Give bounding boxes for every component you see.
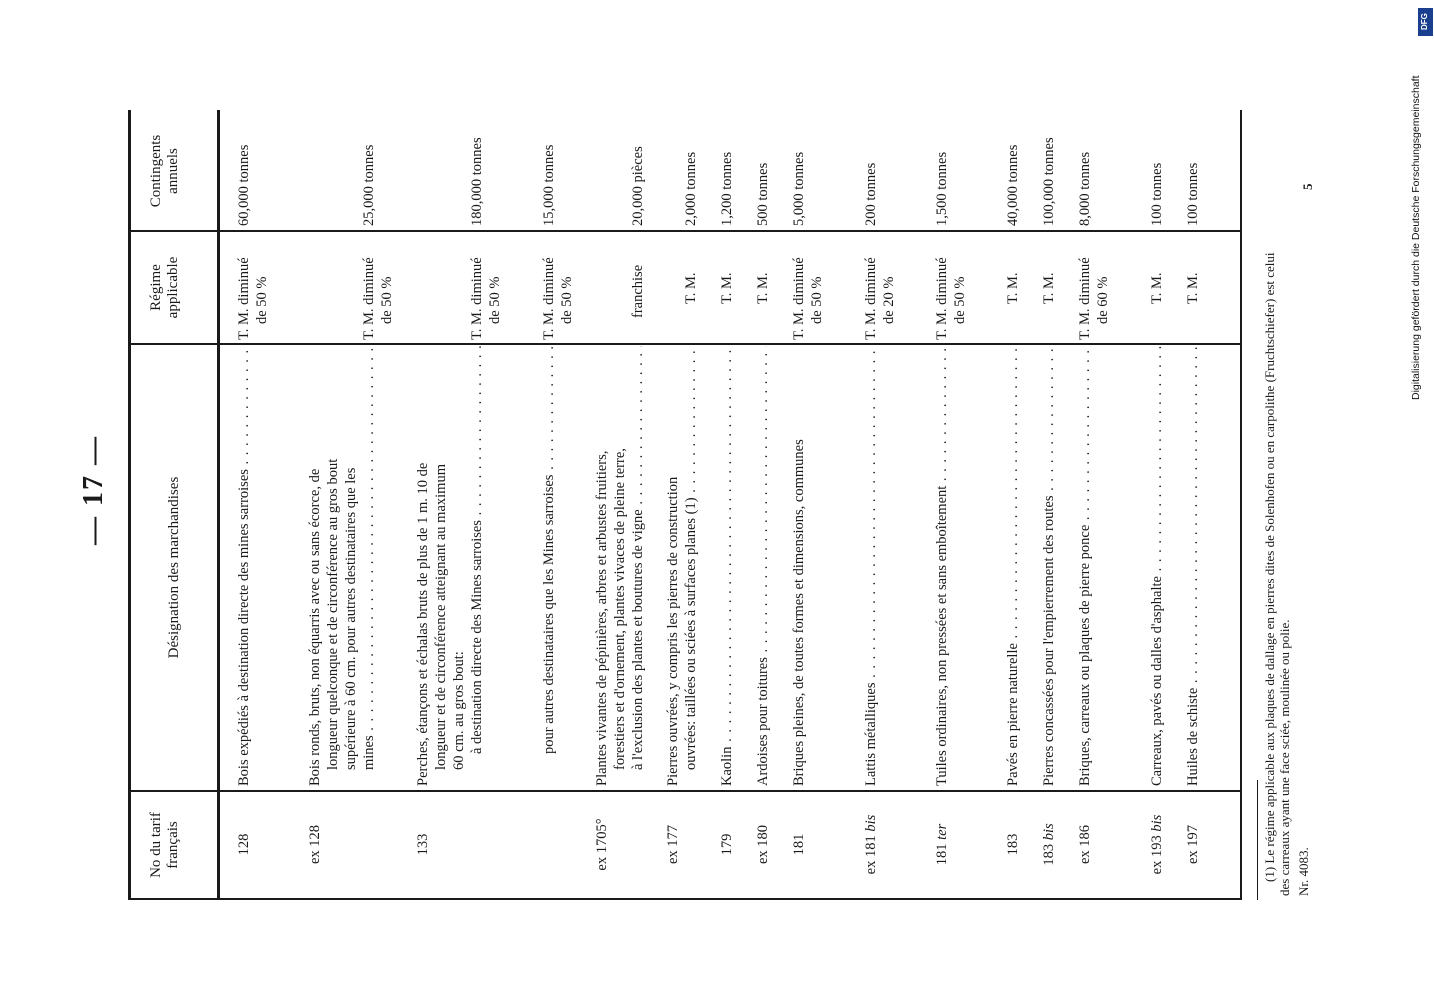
- row-183-tarif: 183: [1005, 833, 1021, 856]
- row-ex177-contingent: 2,000 tonnes: [683, 151, 699, 226]
- row-181-designation: [790, 346, 808, 786]
- row-133-designation: [414, 346, 486, 786]
- designation-line: Plantes vivantes de pépinières, arbres et arbustes fruitiers,: [594, 450, 610, 786]
- row-181-tarif: 181: [791, 833, 807, 856]
- designation-line: Tuiles ordinaires, non pressées et sans emboîtement . . .: [933, 346, 951, 786]
- designation-line: Briques, carreaux ou plaques de pierre ponce . . .: [1076, 346, 1094, 786]
- table-bottom-rule: [1240, 110, 1242, 900]
- designation-line: 60 cm. au gros bout:: [451, 651, 467, 770]
- row-ex180-contingent: 500 tonnes: [755, 162, 771, 226]
- digitization-credit: [1410, 20, 1434, 400]
- row-133b-regime: [540, 232, 576, 340]
- row-181-regime: [790, 232, 826, 340]
- regime-line: franchise: [630, 264, 646, 318]
- designation-line: forestiers et d'ornement, plantes vivaces de pleine terre,: [612, 448, 628, 770]
- row-ex181bis-contingent: 200 tonnes: [863, 162, 879, 226]
- designation-line: Pierres ouvrées, y compris les pierres de construction: [665, 476, 681, 786]
- row-ex1705-contingent: 20,000 pièces: [630, 146, 646, 226]
- row-ex181bis-regime: [862, 232, 898, 340]
- row-181-contingent: 5,000 tonnes: [791, 151, 807, 226]
- row-133b-contingent: 15,000 tonnes: [541, 144, 557, 226]
- regime-line: T. M. diminué: [236, 257, 252, 340]
- regime-line: de 50 %: [487, 276, 503, 324]
- header-regime: [148, 232, 182, 343]
- header-designation: Désignation des marchandises: [166, 476, 182, 659]
- designation-line: Kaolin . . .: [718, 346, 736, 786]
- row-ex128-tarif: ex 128: [307, 824, 323, 865]
- row-ex197-tarif: ex 197: [1185, 824, 1201, 865]
- row-133b-designation: [540, 346, 558, 786]
- row-ex193bis-regime: T. M.: [1149, 272, 1165, 304]
- row-ex1705-designation: [593, 346, 647, 786]
- row-133-regime: [468, 232, 504, 340]
- row-128-regime: [235, 232, 271, 340]
- row-ex181bis-tarif: ex 181 bis: [863, 814, 879, 875]
- table-top-rule: [128, 110, 131, 900]
- header-contingents: [148, 112, 182, 230]
- designation-line: mines . . .: [360, 346, 378, 786]
- designation-line: Perches, étançons et échalas bruts de plus de 1 m. 10 de: [415, 462, 431, 786]
- regime-line: de 50 %: [559, 276, 575, 324]
- row-ex180-regime: T. M.: [755, 272, 771, 304]
- row-ex128-contingent: 25,000 tonnes: [361, 144, 377, 226]
- header-regime-line2: applicable: [165, 256, 181, 319]
- footnote-line: des carreaux ayant une face sciée, moulinée ou polie.: [1277, 619, 1292, 896]
- row-ex1705-regime: [629, 210, 647, 340]
- footnote-rule: [1257, 780, 1258, 900]
- row-ex193bis-contingent: 100 tonnes: [1149, 162, 1165, 226]
- row-183-contingent: 40,000 tonnes: [1005, 144, 1021, 226]
- row-179-designation: [718, 346, 736, 786]
- row-181ter-tarif: 181 ter: [934, 823, 950, 866]
- regime-line: T. M. diminué: [361, 257, 377, 340]
- row-ex128-regime: [360, 232, 396, 340]
- row-ex197-designation: [1184, 346, 1202, 786]
- row-ex128-designation: [306, 346, 378, 786]
- designation-line: Ardoises pour toitures . . .: [754, 346, 772, 786]
- header-bottom-rule: [217, 110, 220, 900]
- row-ex186-designation: [1076, 346, 1094, 786]
- print-mark: Nr. 4083.: [1296, 847, 1311, 896]
- row-179-tarif: 179: [719, 833, 735, 856]
- row-ex180-tarif: ex 180: [755, 824, 771, 865]
- row-ex193bis-tarif: ex 193 bis: [1149, 814, 1165, 875]
- header-tarif-line2: français: [165, 821, 181, 869]
- header-contingents-line1: Contingents: [148, 134, 164, 208]
- row-183bis-tarif: 183 bis: [1041, 823, 1057, 866]
- page-number: — 17 —: [78, 435, 109, 545]
- row-133-contingent: 180,000 tonnes: [469, 137, 485, 226]
- regime-line: T. M. diminué: [863, 257, 879, 340]
- designation-line: à destination directe des Mines sarroises . . .: [468, 346, 486, 786]
- row-ex186-contingent: 8,000 tonnes: [1077, 151, 1093, 226]
- dfg-logo-text: DFG: [1420, 13, 1429, 30]
- row-181ter-contingent: 1,500 tonnes: [934, 151, 950, 226]
- designation-line: pour autres destinataires que les Mines sarroises . . .: [540, 346, 558, 786]
- row-181ter-designation: [933, 346, 951, 786]
- row-ex197-regime: T. M.: [1185, 272, 1201, 304]
- table-left-rule: [128, 898, 1242, 900]
- regime-line: de 50 %: [952, 276, 968, 324]
- designation-line: supérieure à 60 cm. pour autres destinataires que les: [343, 467, 359, 770]
- row-181ter-regime: [933, 232, 969, 340]
- row-ex177-designation: [664, 346, 700, 786]
- designation-line: Carreaux, pavés ou dalles d'asphalte . . .: [1148, 346, 1166, 786]
- row-ex186-tarif: ex 186: [1077, 824, 1093, 865]
- credit-text: Digitalisierung gefördert durch die Deutsche Forschungsgemeinschaft: [1410, 75, 1422, 400]
- row-ex1705-tarif: ex 1705°: [594, 818, 610, 871]
- regime-line: de 60 %: [1095, 276, 1111, 324]
- designation-line: Bois ronds, bruts, non équarris avec ou sans écorce, de: [307, 468, 323, 786]
- header-regime-line1: Régime: [148, 264, 164, 311]
- row-ex177-tarif: ex 177: [665, 824, 681, 865]
- row-ex197-contingent: 100 tonnes: [1185, 162, 1201, 226]
- row-128-tarif: 128: [236, 833, 252, 856]
- row-ex181bis-designation: [862, 346, 880, 786]
- designation-line: Briques pleines, de toutes formes et dimensions, communes: [791, 439, 807, 786]
- column-divider-1: [128, 790, 1242, 792]
- designation-line: à l'exclusion des plantes et boutures de vigne . . .: [629, 346, 647, 786]
- footnote: [1262, 106, 1292, 896]
- designation-line: Bois expédiés à destination directe des mines sarroises . . .: [235, 346, 253, 786]
- designation-line: ouvrées: taillées ou sciées à surfaces planes (1) . . .: [682, 346, 700, 786]
- row-ex177-regime: T. M.: [683, 272, 699, 304]
- row-179-regime: T. M.: [719, 272, 735, 304]
- row-183-designation: [1004, 346, 1022, 786]
- regime-line: de 50 %: [809, 276, 825, 324]
- header-contingents-line2: annuels: [165, 148, 181, 194]
- row-ex193bis-designation: [1148, 346, 1166, 786]
- row-128-designation: [235, 346, 253, 786]
- row-ex180-designation: [754, 346, 772, 786]
- dfg-logo: [1418, 8, 1433, 36]
- row-133-tarif: 133: [415, 833, 431, 856]
- regime-line: T. M. diminué: [541, 257, 557, 340]
- regime-line: T. M. diminué: [469, 257, 485, 340]
- footnote-line: (1) Le régime applicable aux plaques de dallage en pierres dites de Solenhofen ou en carpolithe (Fruchtschiefer) est celui: [1262, 252, 1277, 882]
- column-divider-2: [128, 343, 1242, 345]
- regime-line: T. M. diminué: [1077, 257, 1093, 340]
- designation-line: Pavés en pierre naturelle . . .: [1004, 346, 1022, 786]
- header-tarif-line1: No du tarif: [148, 812, 164, 878]
- regime-line: T. M. diminué: [934, 257, 950, 340]
- regime-line: T. M. diminué: [791, 257, 807, 340]
- row-ex186-regime: [1076, 232, 1112, 340]
- signature-mark: 5: [1300, 183, 1315, 190]
- designation-line: longueur et de circonférence atteignant au maximum: [433, 464, 449, 770]
- row-179-contingent: 1,200 tonnes: [719, 151, 735, 226]
- designation-line: Pierres concassées pour l'empierrement des routes . . .: [1040, 346, 1058, 786]
- row-183bis-regime: T. M.: [1041, 272, 1057, 304]
- regime-line: de 50 %: [254, 276, 270, 324]
- designation-line: longueur quelconque et de circonférence au gros bout: [325, 458, 341, 770]
- regime-line: de 50 %: [379, 276, 395, 324]
- row-183-regime: T. M.: [1005, 272, 1021, 304]
- row-183bis-designation: [1040, 346, 1058, 786]
- designation-line: Lattis métalliques . . .: [862, 346, 880, 786]
- regime-line: de 20 %: [881, 276, 897, 324]
- header-tarif: [148, 792, 182, 898]
- designation-line: Huiles de schiste . . .: [1184, 346, 1202, 786]
- row-128-contingent: 60,000 tonnes: [236, 144, 252, 226]
- row-183bis-contingent: 100,000 tonnes: [1041, 137, 1057, 226]
